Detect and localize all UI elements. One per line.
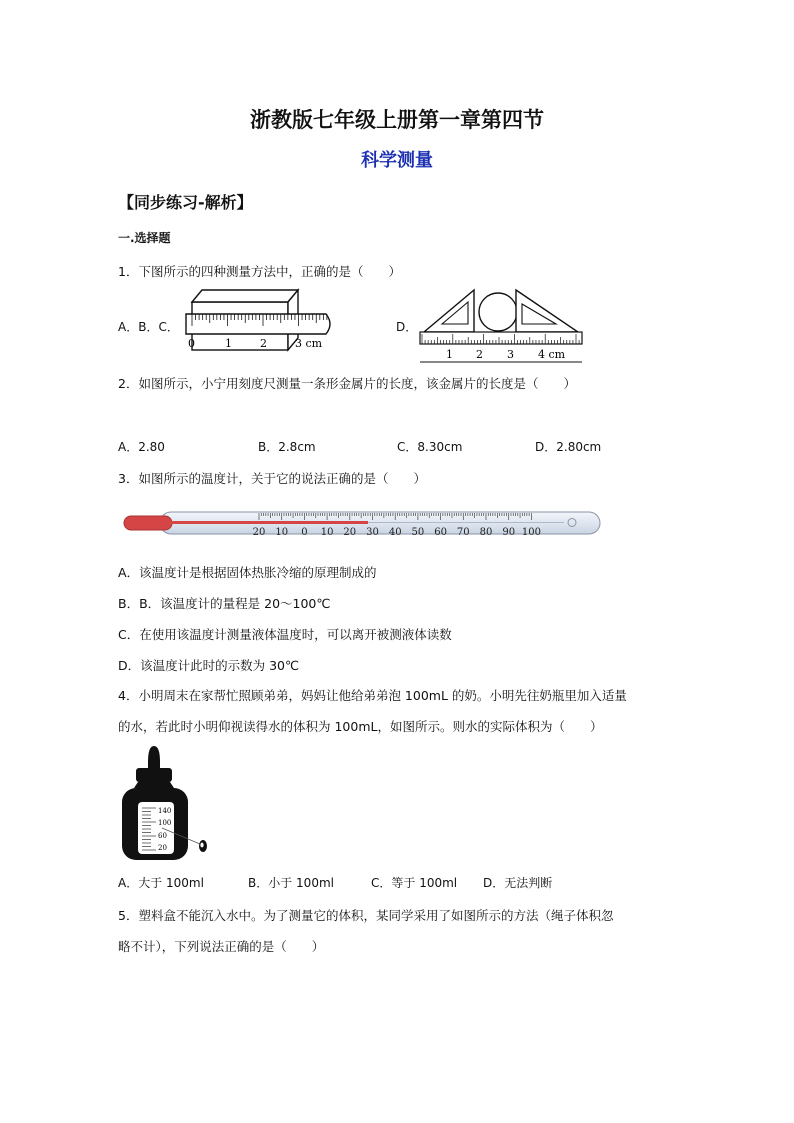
thermometer-scale-label: 80 (479, 527, 493, 538)
ruler-measure-block-figure (184, 288, 340, 356)
ruler2-tick-3: 3 (507, 348, 514, 361)
ruler1-tick-2: 2 (260, 337, 267, 350)
question-1-option-d: D． (396, 320, 418, 334)
question-5-stem-line1: 5．塑料盒不能沉入水中。为了测量它的体积，某同学采用了如图所示的方法（绳子体积忽 (118, 908, 614, 923)
bottle-mark-140: 140 (158, 807, 172, 815)
thermometer-figure (120, 508, 604, 540)
thermometer-scale-label: 100 (521, 527, 541, 538)
bottle-mark-20: 20 (158, 844, 167, 852)
ruler1-tick-3: 3 cm (295, 337, 323, 350)
thermometer-scale-label: 70 (456, 527, 470, 538)
question-2-option-a: A．2.80 (118, 440, 165, 454)
ruler2-tick-1: 1 (446, 348, 453, 361)
triangle-ruler-circle-figure (418, 286, 584, 366)
question-3-option-c: C．在使用该温度计测量液体温度时，可以离开被测液体读数 (118, 627, 452, 642)
page-subtitle: 科学测量 (361, 150, 433, 171)
bottle-mark-100: 100 (158, 819, 172, 827)
question-3-option-a: A．该温度计是根据固体热胀冷缩的原理制成的 (118, 565, 377, 580)
question-3-option-d: D．该温度计此时的示数为 30℃ (118, 658, 300, 673)
thermometer-scale-label: 50 (411, 527, 425, 538)
question-4-option-b: B．小于 100ml (248, 876, 334, 890)
baby-bottle-figure (118, 744, 214, 862)
question-3-stem: 3．如图所示的温度计，关于它的说法正确的是（ ） (118, 471, 426, 486)
question-4-option-a: A．大于 100ml (118, 876, 204, 890)
question-1-stem: 1．下图所示的四种测量方法中，正确的是（ ） (118, 264, 401, 279)
thermometer-scale-label: 60 (434, 527, 447, 538)
thermometer-scale-label: 20 (252, 527, 266, 538)
question-4-option-c: C．等于 100ml (371, 876, 458, 890)
part-heading: 一.选择题 (118, 231, 171, 245)
section-heading: 【同步练习-解析】 (118, 193, 253, 212)
ruler2-tick-2: 2 (476, 348, 483, 361)
page-title: 浙教版七年级上册第一章第四节 (250, 107, 544, 132)
question-2-option-c: C．8.30cm (397, 440, 463, 454)
ruler2-tick-4: 4 cm (538, 348, 566, 361)
question-2-stem: 2．如图所示，小宁用刻度尺测量一条形金属片的长度，该金属片的长度是（ ） (118, 376, 576, 391)
question-5-stem-line2: 略不计），下列说法正确的是（ ） (118, 939, 325, 954)
question-3-option-b: B．B．该温度计的量程是 20～100℃ (118, 596, 331, 611)
thermometer-scale-label: 10 (320, 527, 334, 538)
thermometer-scale-label: 90 (502, 527, 516, 538)
question-4-stem-line2: 的水，若此时小明仰视读得水的体积为 100mL，如图所示。则水的实际体积为（ ） (118, 719, 603, 734)
thermometer-scale-label: 0 (301, 527, 308, 538)
bottle-mark-60: 60 (158, 832, 167, 840)
question-4-option-d: D．无法判断 (483, 876, 553, 890)
thermometer-scale-label: 30 (366, 527, 379, 538)
ruler1-tick-0: 0 (188, 337, 195, 350)
ruler1-tick-1: 1 (225, 337, 232, 350)
question-1-options-abc: A．B．C． (118, 320, 179, 334)
question-4-stem-line1: 4．小明周末在家帮忙照顾弟弟，妈妈让他给弟弟泡 100mL 的奶。小明先往奶瓶里加入适量 (118, 688, 627, 703)
question-2-option-b: B．2.8cm (258, 440, 316, 454)
question-2-option-d: D．2.80cm (535, 440, 602, 454)
thermometer-scale-label: 20 (343, 527, 357, 538)
thermometer-scale-label: 40 (388, 527, 402, 538)
thermometer-scale-label: 10 (275, 527, 289, 538)
